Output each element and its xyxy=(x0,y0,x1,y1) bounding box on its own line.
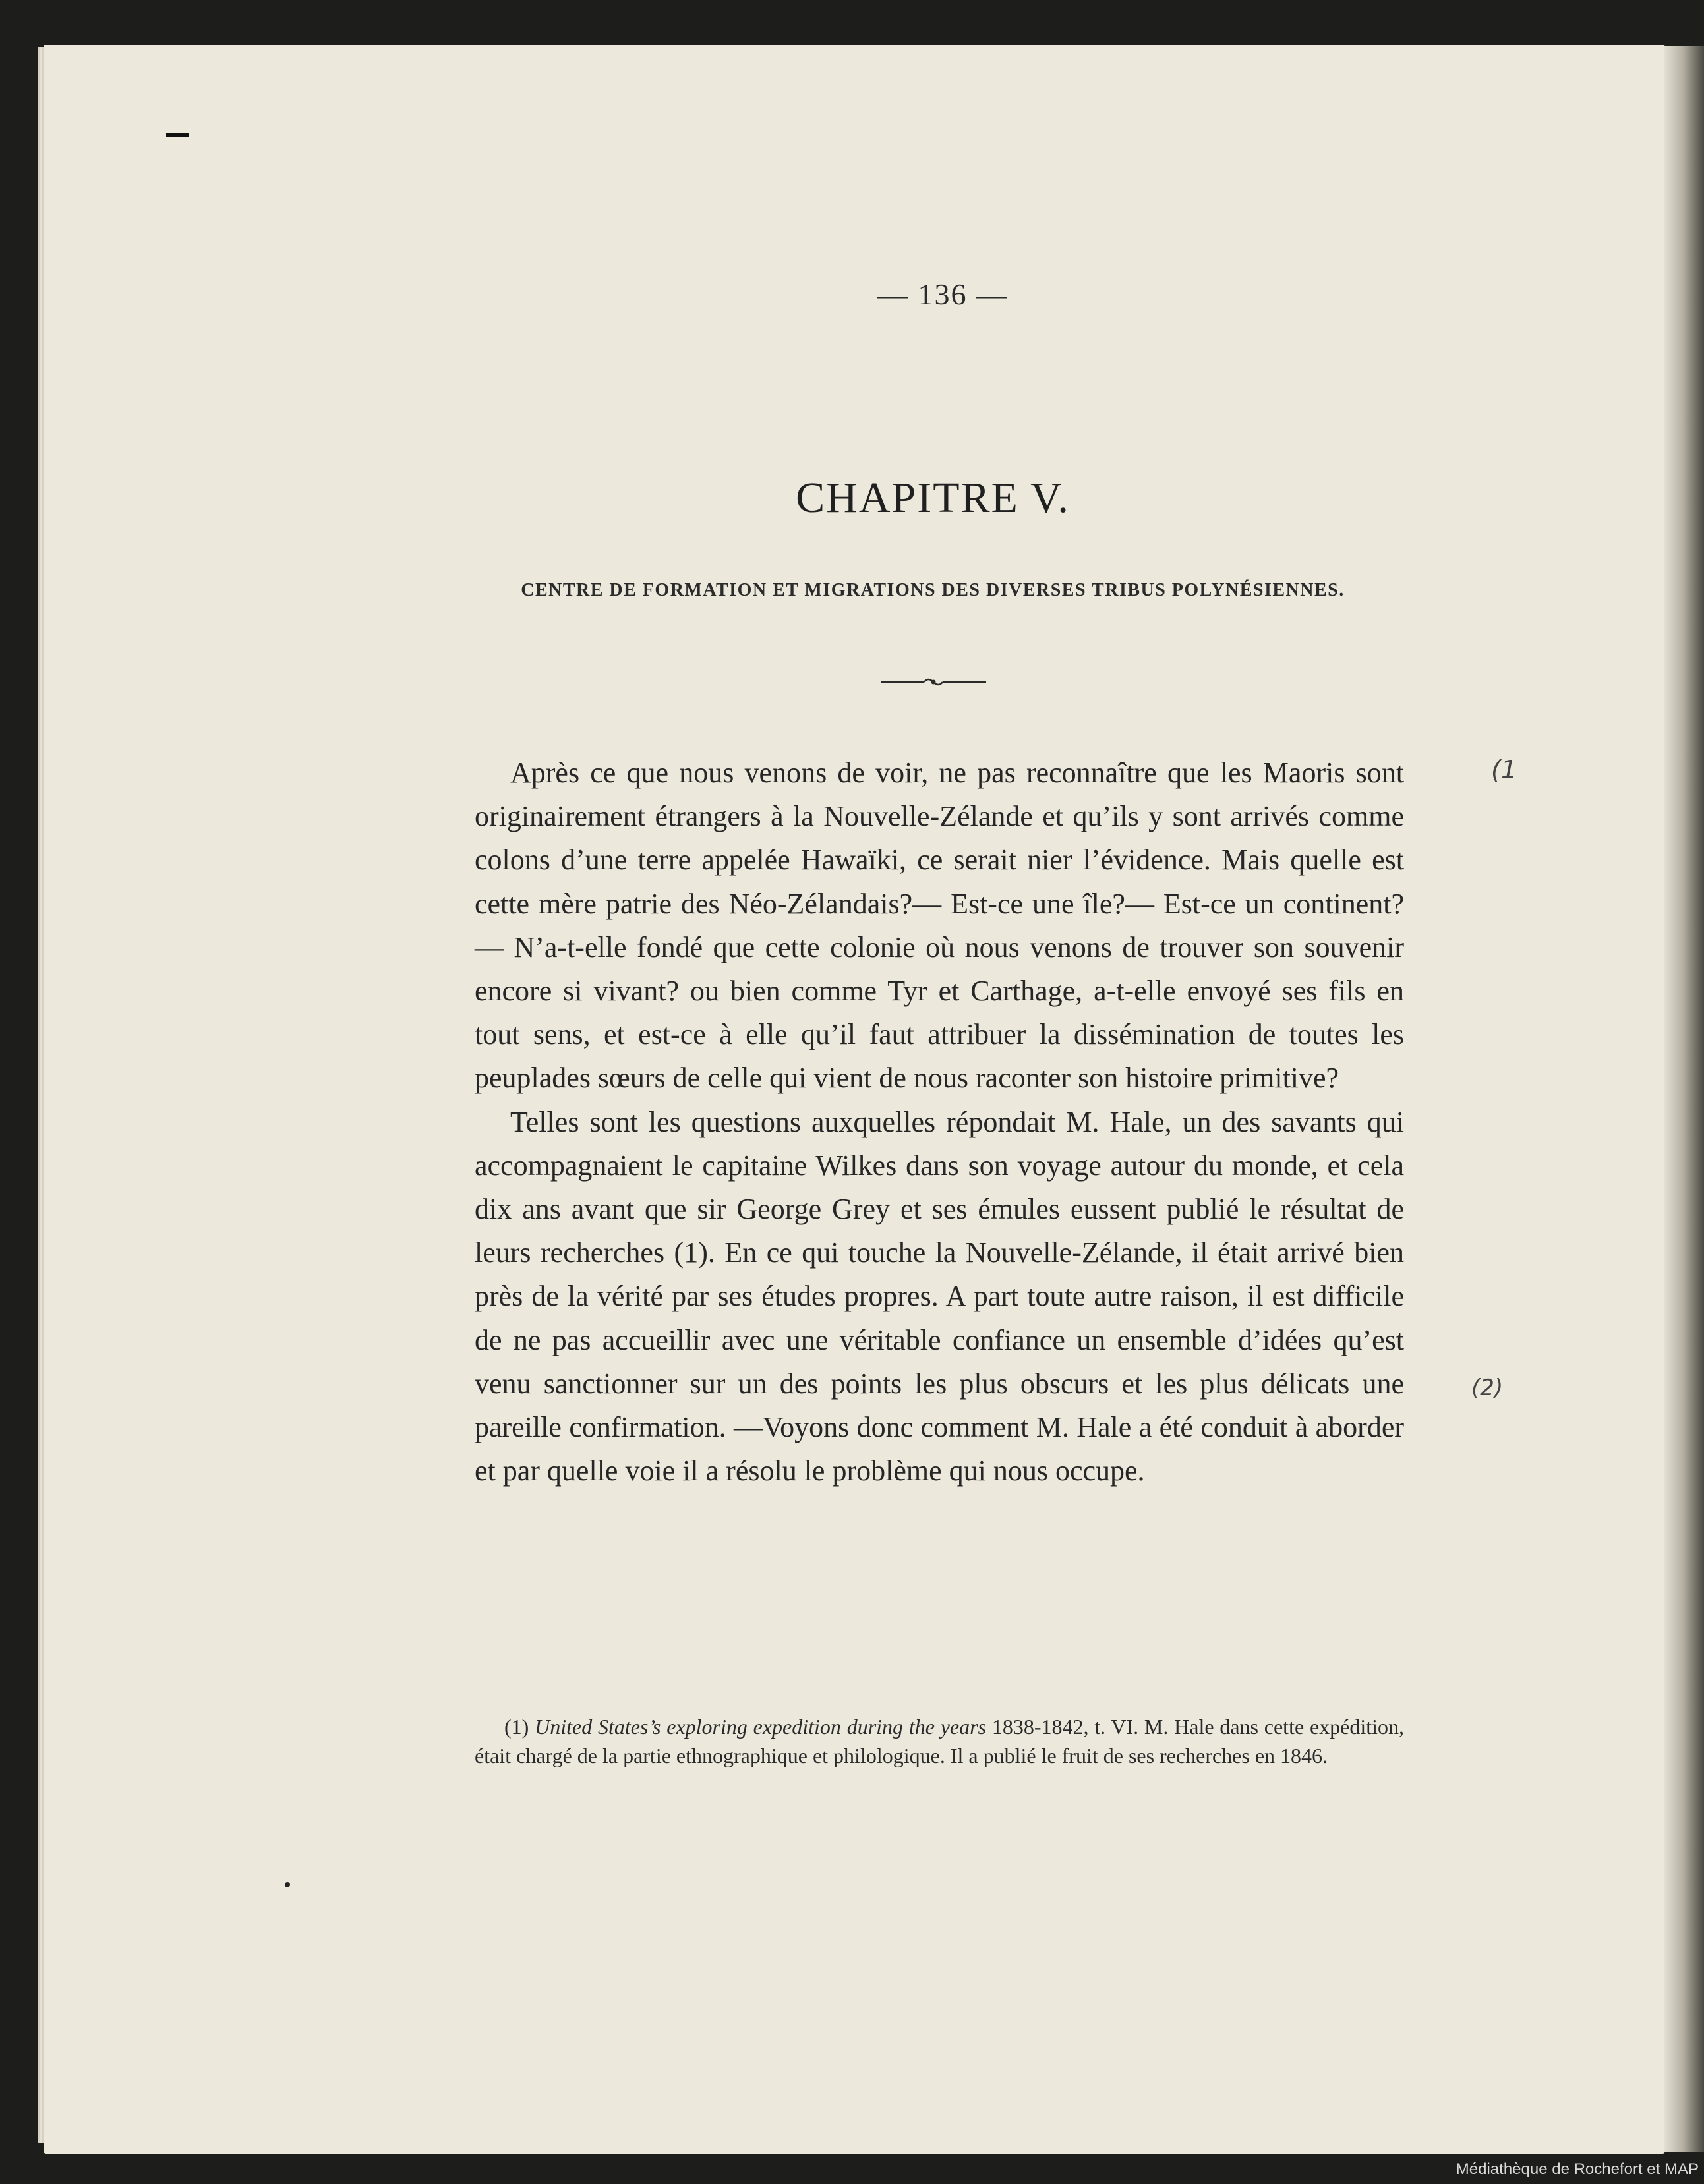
margin-note-1: (1 xyxy=(1491,755,1517,784)
page-number: — 136 — xyxy=(877,277,1008,311)
ink-mark xyxy=(166,133,189,137)
page-gutter xyxy=(1664,46,1704,2152)
chapter-title: CHAPITRE V. xyxy=(796,474,1070,522)
footnote-text: 1838-1842, t. VI. M. Hale dans cette expédition, était chargé de la partie ethnographique et philologique. Il a publié le fruit de ses recherches en 1846. xyxy=(475,1715,1405,1767)
body-text xyxy=(475,751,1404,1493)
chapter-subtitle: CENTRE DE FORMATION ET MIGRATIONS DES DIVERSES TRIBUS POLYNÉSIENNES. xyxy=(521,580,1345,600)
paragraph: Telles sont les questions auxquelles répondait M. Hale, un des savants qui accompagnaient le capitaine Wilkes dans son voyage autour du monde, et cela dix ans avant que sir George Grey et ses émules eussent publié le résultat de leurs recherches (1). En ce qui touche la Nouvelle-Zélande, il était arrivé bien près de la vérité par ses études propres. A part toute autre raison, il est difficile de ne pas accueillir avec une véritable confiance un ensemble d’idées qu’est venu sanctionner sur un des points les plus obscurs et les plus délicats une pareille confirmation. —Voyons donc comment M. Hale a été conduit à aborder et par quelle voie il a résolu le problème qui nous occupe. xyxy=(475,1105,1404,1487)
ink-dot xyxy=(285,1882,290,1887)
watermark: Médiathèque de Rochefort et MAP xyxy=(1455,2160,1699,2178)
ornament-divider-icon xyxy=(881,671,986,693)
footnote-marker: (1) xyxy=(504,1715,529,1739)
margin-note-2: (2) xyxy=(1471,1375,1504,1401)
footnote-title: United States’s exploring expedition during the years xyxy=(535,1715,987,1739)
footnote xyxy=(475,1712,1404,1770)
paragraph: Après ce que nous venons de voir, ne pas reconnaître que les Maoris sont originairement étrangers à la Nouvelle-Zélande et qu’ils y sont arrivés comme colons d’une terre appelée Hawaïki, ce serait nier l’évidence. Mais quelle est cette mère patrie des Néo-Zélandais?— Est-ce une île?— Est-ce un continent?— N’a-t-elle fondé que cette colonie où nous venons de trouver son souvenir encore si vivant? ou bien comme Tyr et Carthage, a-t-elle envoyé ses fils en tout sens, et est-ce à elle qu’il faut attribuer la dissémination de toutes les peuplades sœurs de celle qui vient de nous raconter son histoire primitive? xyxy=(475,757,1404,1095)
